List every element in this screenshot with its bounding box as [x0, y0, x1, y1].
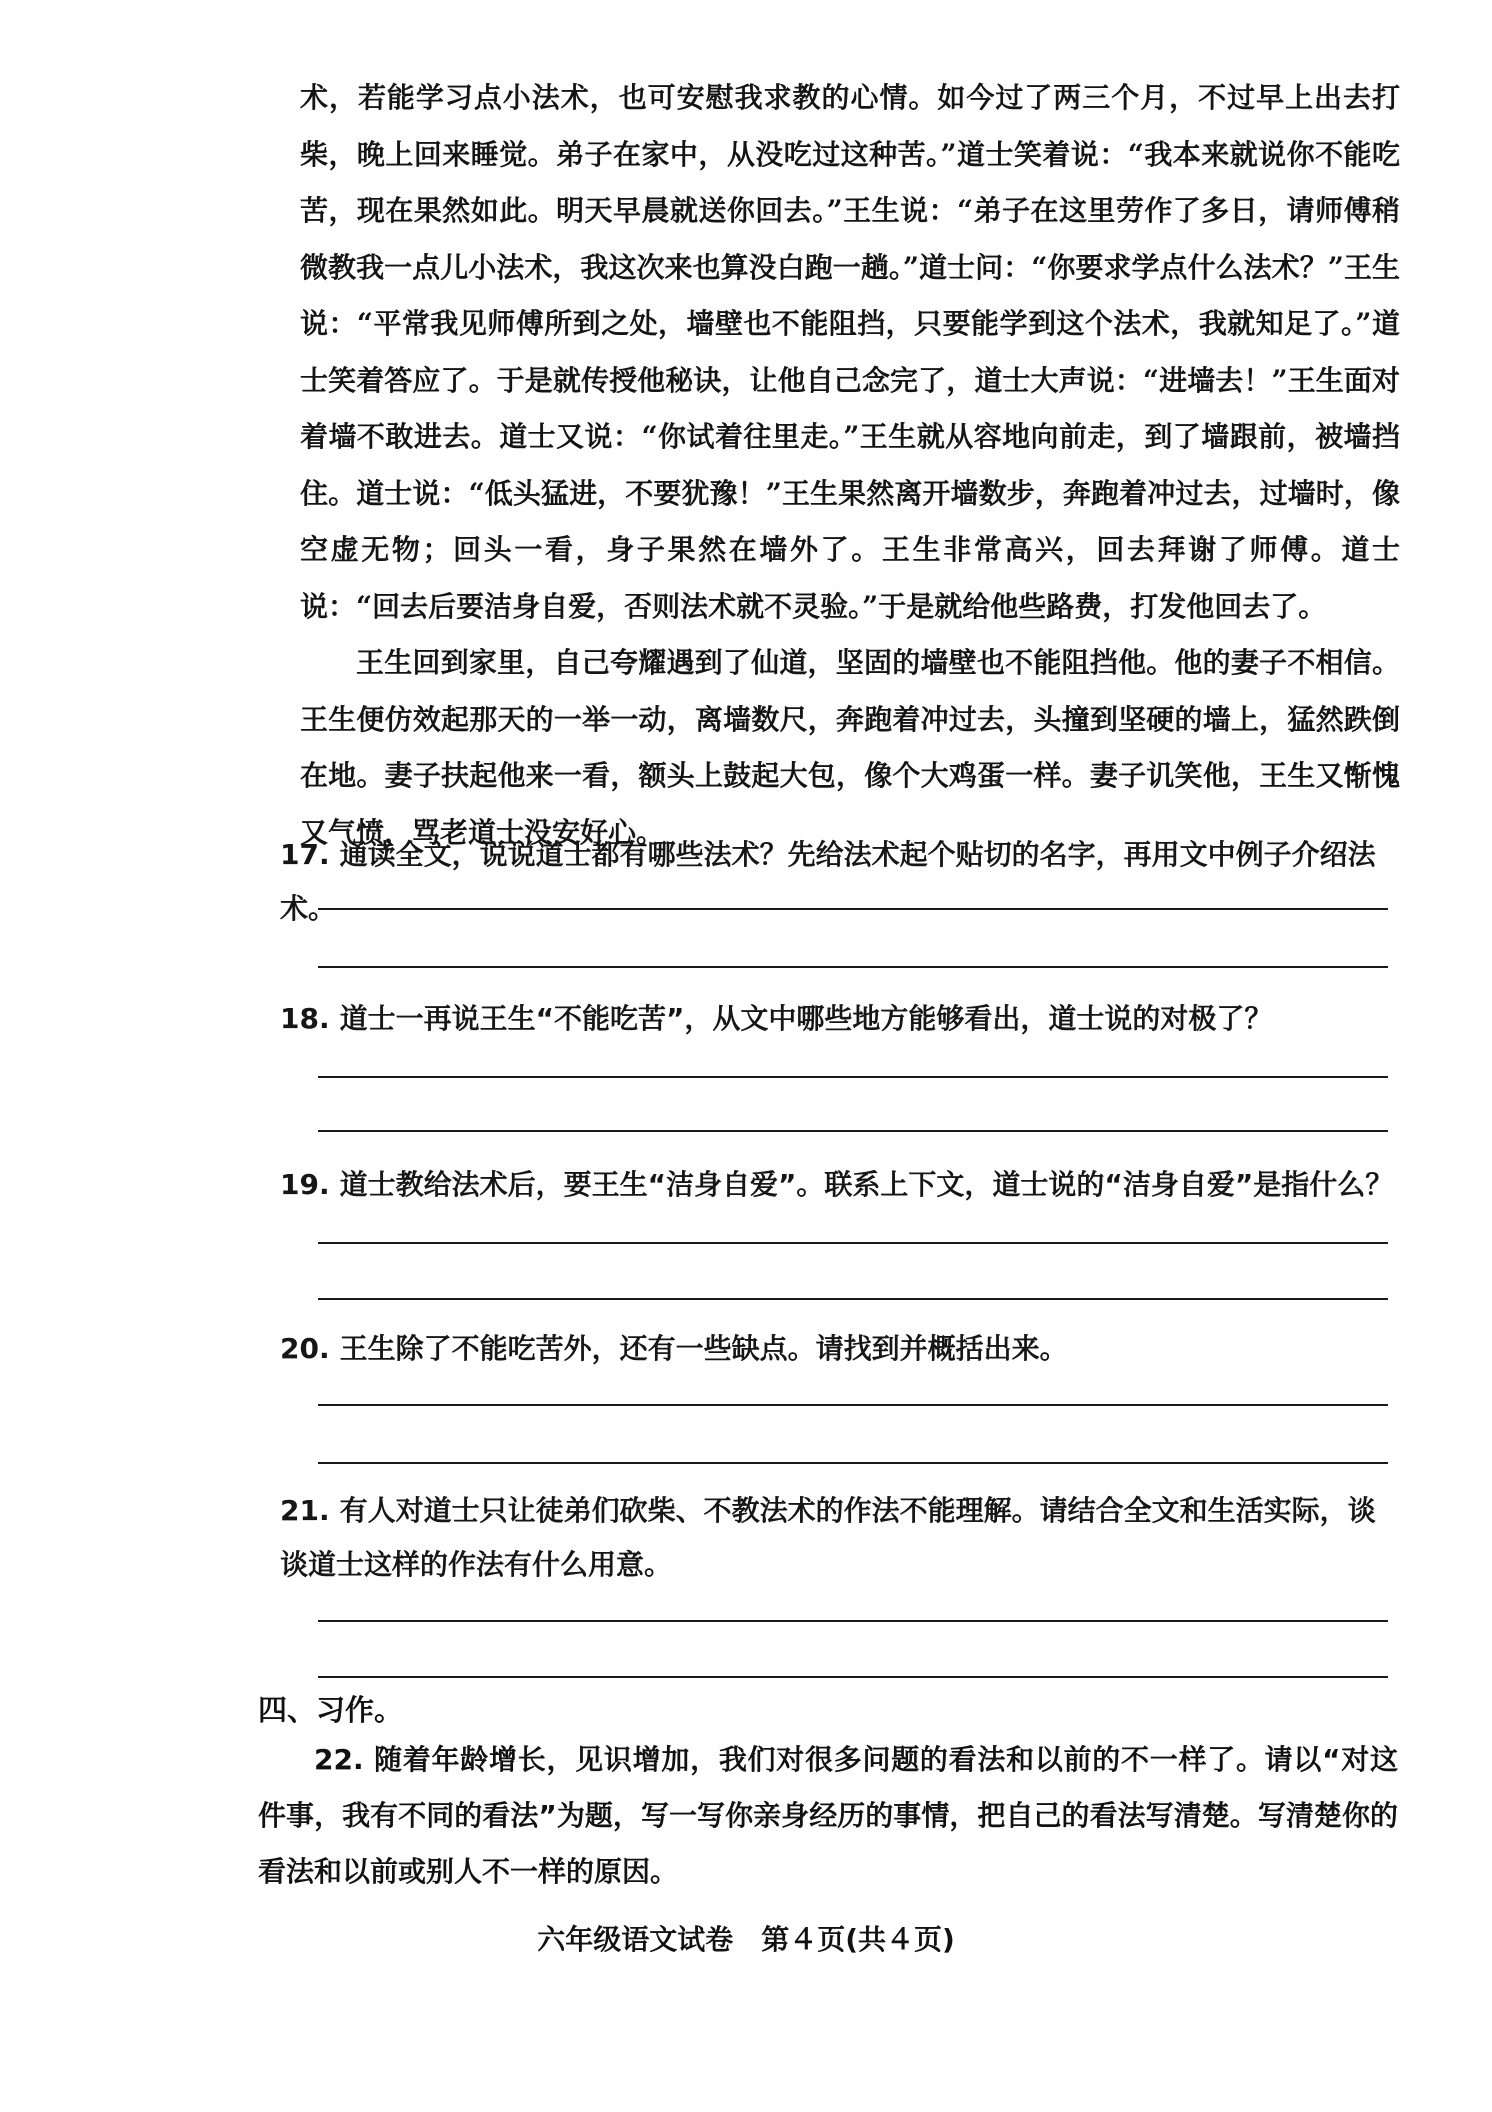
question-text: 道士一再说王生“不能吃苦”，从文中哪些地方能够看出，道士说的对极了？	[339, 1002, 1273, 1035]
question-21	[280, 1484, 1400, 1592]
answer-line[interactable]	[318, 908, 1388, 910]
section-title: 四、习作。	[258, 1693, 404, 1727]
question-text: 王生除了不能吃苦外，还有一些缺点。请找到并概括出来。	[339, 1332, 1068, 1365]
question-number: 18.	[280, 1002, 330, 1035]
answer-line[interactable]	[318, 966, 1388, 968]
answer-line[interactable]	[318, 1462, 1388, 1464]
question-number: 21.	[280, 1494, 330, 1527]
answer-line[interactable]	[318, 1620, 1388, 1622]
question-number: 20.	[280, 1332, 330, 1365]
answer-line[interactable]	[318, 1404, 1388, 1406]
question-number: 19.	[280, 1168, 330, 1201]
question-text: 道士教给法术后，要王生“洁身自爱”。联系上下文，道士说的“洁身自爱”是指什么？	[339, 1168, 1394, 1201]
answer-line[interactable]	[318, 1676, 1388, 1678]
question-text: 有人对道士只让徒弟们砍柴、不教法术的作法不能理解。请结合全文和生活实际，谈谈道士这样的作法有什么用意。	[280, 1494, 1376, 1581]
question-18	[280, 992, 1400, 1046]
answer-line[interactable]	[318, 1242, 1388, 1244]
writing-prompt: 22. 随着年龄增长，见识增加，我们对很多问题的看法和以前的不一样了。请以“对这件事，我有不同的看法”为题，写一写你亲身经历的事情，把自己的看法写清楚。写清楚你的看法和以前或别人不一样的原因。	[258, 1743, 1398, 1888]
question-20	[280, 1322, 1400, 1376]
passage-paragraph-1: 术，若能学习点小法术，也可安慰我求教的心情。如今过了两三个月，不过早上出去打柴，晚上回来睡觉。弟子在家中，从没吃过这种苦。”道士笑着说：“我本来就说你不能吃苦，现在果然如此。明天早晨就送你回去。”王生说：“弟子在这里劳作了多日，请师傅稍微教我一点儿小法术，我这次来也算没白跑一趟。”道士问：“你要求学点什么法术？”王生说：“平常我见师傅所到之处，墙壁也不能阻挡，只要能学到这个法术，我就知足了。”道士笑着答应了。于是就传授他秘诀，让他自己念完了，道士大声说：“进墙去！”王生面对着墙不敢进去。道士又说：“你试着往里走。”王生就从容地向前走，到了墙跟前，被墙挡住。道士说：“低头猛进，不要犹豫！”王生果然离开墙数步，奔跑着冲过去，过墙时，像空虚无物；回头一看，身子果然在墙外了。王生非常高兴，回去拜谢了师傅。道士说：“回去后要洁身自爱，否则法术就不灵验。”于是就给他些路费，打发他回去了。	[300, 81, 1400, 623]
question-text: 通读全文，说说道士都有哪些法术？先给法术起个贴切的名字，再用文中例子介绍法术。	[280, 838, 1376, 925]
question-17	[280, 828, 1400, 936]
answer-line[interactable]	[318, 1298, 1388, 1300]
question-number: 17.	[280, 838, 330, 871]
reading-passage	[300, 70, 1400, 861]
passage-paragraph-2: 王生回到家里，自己夸耀遇到了仙道，坚固的墙壁也不能阻挡他。他的妻子不相信。王生便仿效起那天的一举一动，离墙数尺，奔跑着冲过去，头撞到坚硬的墙上，猛然跌倒在地。妻子扶起他来一看，额头上鼓起大包，像个大鸡蛋一样。妻子讥笑他，王生又惭愧又气愤，骂老道士没安好心。	[300, 646, 1400, 849]
answer-line[interactable]	[318, 1076, 1388, 1078]
page-footer: 六年级语文试卷 第４页(共４页)	[537, 1923, 955, 1956]
question-19	[280, 1158, 1400, 1212]
answer-line[interactable]	[318, 1130, 1388, 1132]
